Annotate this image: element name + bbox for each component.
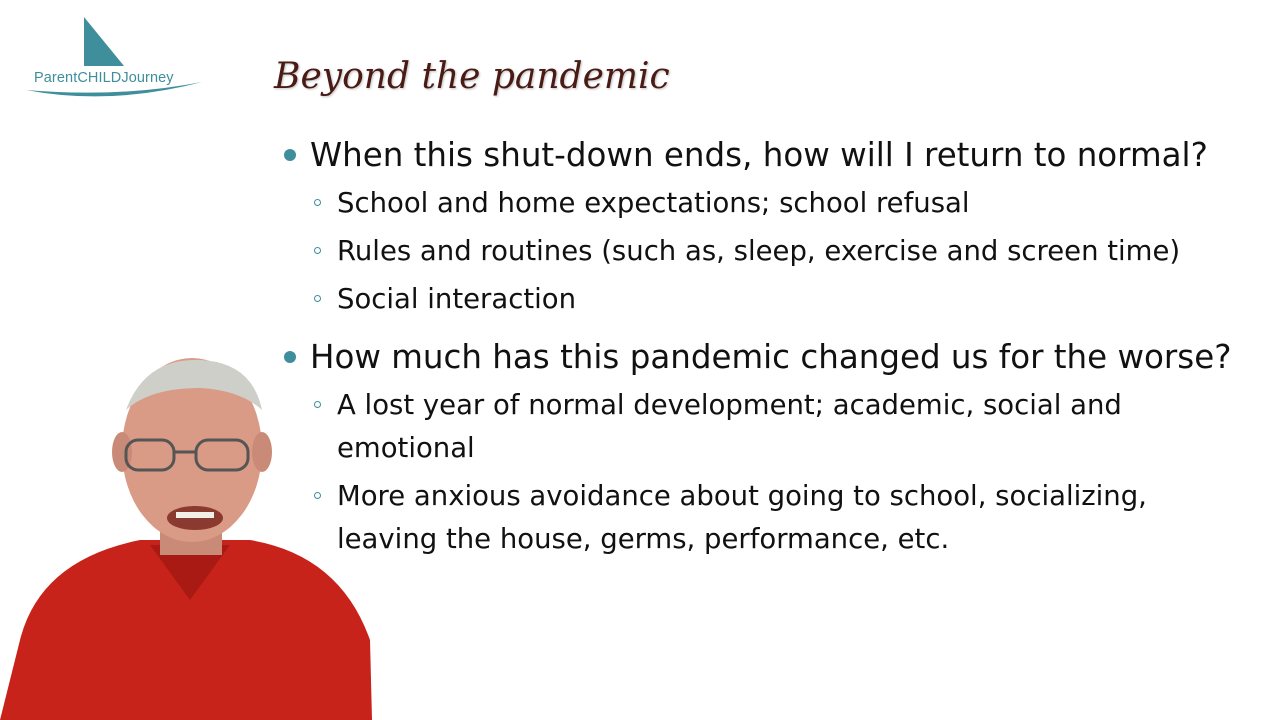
bullet-dot-icon bbox=[284, 149, 296, 161]
sub-bullet-text: Social interaction bbox=[337, 283, 577, 315]
bullet-ring-icon bbox=[314, 295, 321, 302]
sub-bullet-avoidance bbox=[282, 475, 1242, 561]
logo-text bbox=[34, 70, 174, 86]
logo-text-child: CHILD bbox=[77, 70, 122, 86]
presenter-video bbox=[0, 340, 380, 720]
sub-list bbox=[282, 384, 1242, 561]
sailboat-icon bbox=[20, 14, 210, 104]
sub-bullet-text: School and home expectations; school refusal bbox=[337, 187, 970, 219]
sub-bullet-text: Rules and routines (such as, sleep, exercise and screen time) bbox=[337, 235, 1181, 267]
sub-bullet-social bbox=[282, 278, 1242, 321]
bullet-text: When this shut-down ends, how will I return to normal? bbox=[310, 136, 1208, 174]
sub-bullet-text: More anxious avoidance about going to school, socializing, leaving the house, germs, performance, etc. bbox=[337, 480, 1147, 555]
sub-bullet-lost-year bbox=[282, 384, 1242, 470]
slide-content bbox=[282, 133, 1242, 561]
sub-bullet-routines bbox=[282, 230, 1242, 273]
bullet-shutdown bbox=[282, 133, 1242, 177]
parent-child-journey-logo bbox=[20, 14, 210, 104]
bullet-pandemic-change bbox=[282, 335, 1242, 379]
slide-title: Beyond the pandemic bbox=[274, 56, 670, 97]
bullet-text: How much has this pandemic changed us for the worse? bbox=[310, 338, 1232, 376]
bullet-ring-icon bbox=[314, 247, 321, 254]
sub-bullet-text: A lost year of normal development; academic, social and emotional bbox=[337, 389, 1122, 464]
sub-list bbox=[282, 182, 1242, 321]
bullet-ring-icon bbox=[314, 199, 321, 206]
logo-text-journey: Journey bbox=[121, 70, 174, 86]
sub-bullet-expectations bbox=[282, 182, 1242, 225]
logo-text-parent: Parent bbox=[34, 70, 78, 86]
